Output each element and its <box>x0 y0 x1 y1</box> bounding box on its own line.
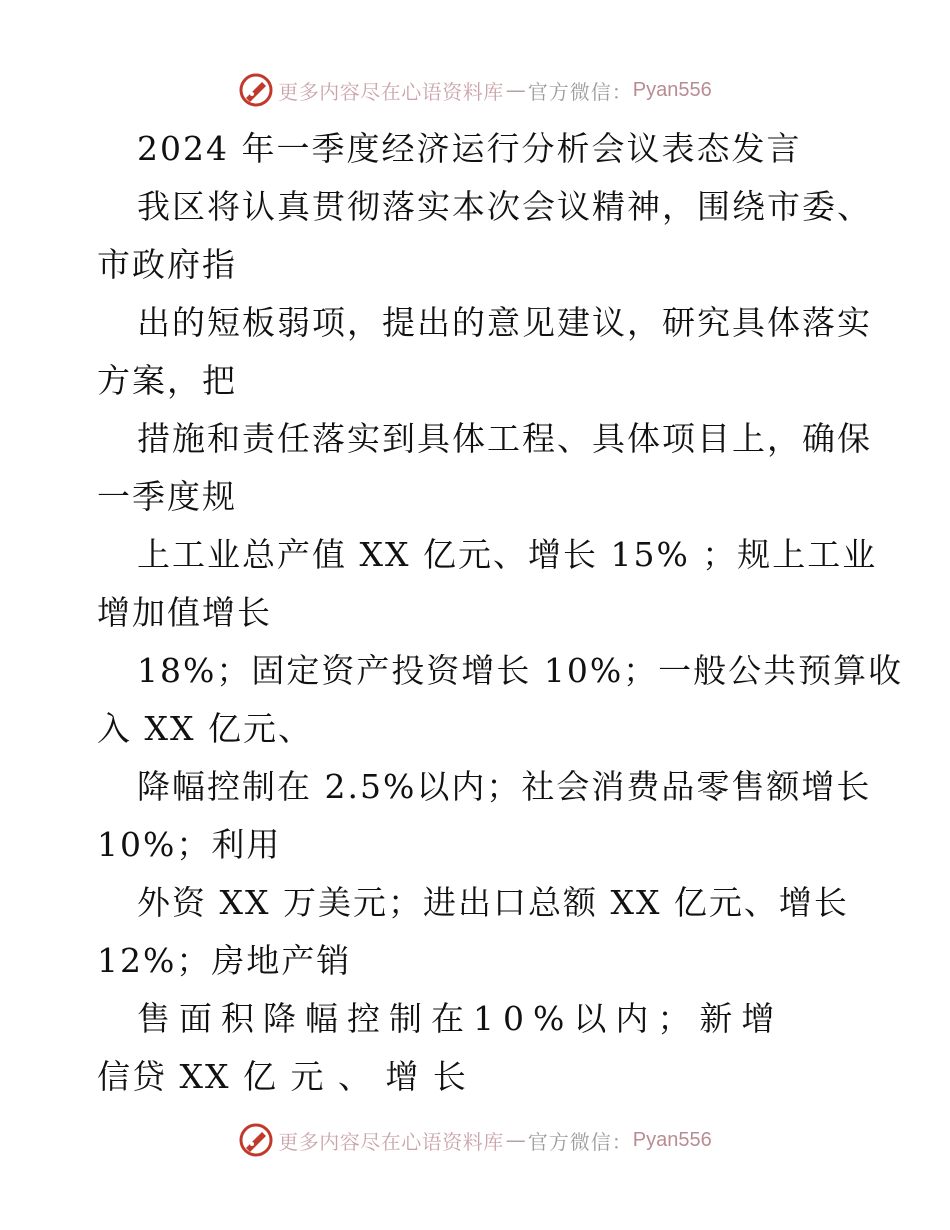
pen-nib-logo-icon <box>238 1122 274 1158</box>
paragraph-line: 我区将认真贯彻落实本次会议精神，围绕市委、 <box>137 187 872 226</box>
paragraph-line: 市政府指 <box>97 245 237 284</box>
footer-banner <box>0 1120 950 1160</box>
document-body <box>97 120 904 1106</box>
header-banner <box>0 70 950 110</box>
document-title: 2024 年一季度经济运行分析会议表态发言 <box>137 129 802 168</box>
banner-slogan: 更多内容尽在心语资料库 <box>278 79 504 104</box>
paragraph-line: 10%；利用 <box>97 825 282 864</box>
paragraph-line: 方案，把 <box>97 361 237 400</box>
paragraph-line: 售面积降幅控制在10%以内；新增 <box>137 999 784 1038</box>
paragraph-line: 外资 XX 万美元；进出口总额 XX 亿元、增长 <box>137 883 849 922</box>
banner-wechat-label: 官方微信： <box>527 1129 633 1154</box>
paragraph-line: 上工业总产值 XX 亿元、增长 15% ；规上工业 <box>137 535 878 574</box>
banner-slogan: 更多内容尽在心语资料库 <box>278 1129 504 1154</box>
banner-dash: — <box>505 1128 526 1152</box>
banner-wechat-id: Pyan556 <box>632 1128 712 1151</box>
paragraph-line: 增加值增长 <box>97 593 272 632</box>
paragraph-line: 一季度规 <box>97 477 237 516</box>
paragraph-line: 措施和责任落实到具体工程、具体项目上，确保 <box>137 419 872 458</box>
paragraph-line: 信贷 XX 亿 元 、 增 长 <box>97 1057 468 1096</box>
pen-nib-logo-icon <box>238 72 274 108</box>
paragraph-line: 出的短板弱项，提出的意见建议，研究具体落实 <box>137 303 872 342</box>
paragraph-line: 入 XX 亿元、 <box>97 709 313 748</box>
paragraph-line: 降幅控制在 2.5%以内；社会消费品零售额增长 <box>137 767 872 806</box>
banner-dash: — <box>505 78 526 102</box>
paragraph-line: 12%；房地产销 <box>97 941 352 980</box>
banner-wechat-label: 官方微信： <box>527 79 633 104</box>
paragraph-line: 18%；固定资产投资增长 10%；一般公共预算收 <box>137 651 904 690</box>
banner-wechat-id: Pyan556 <box>632 78 712 101</box>
